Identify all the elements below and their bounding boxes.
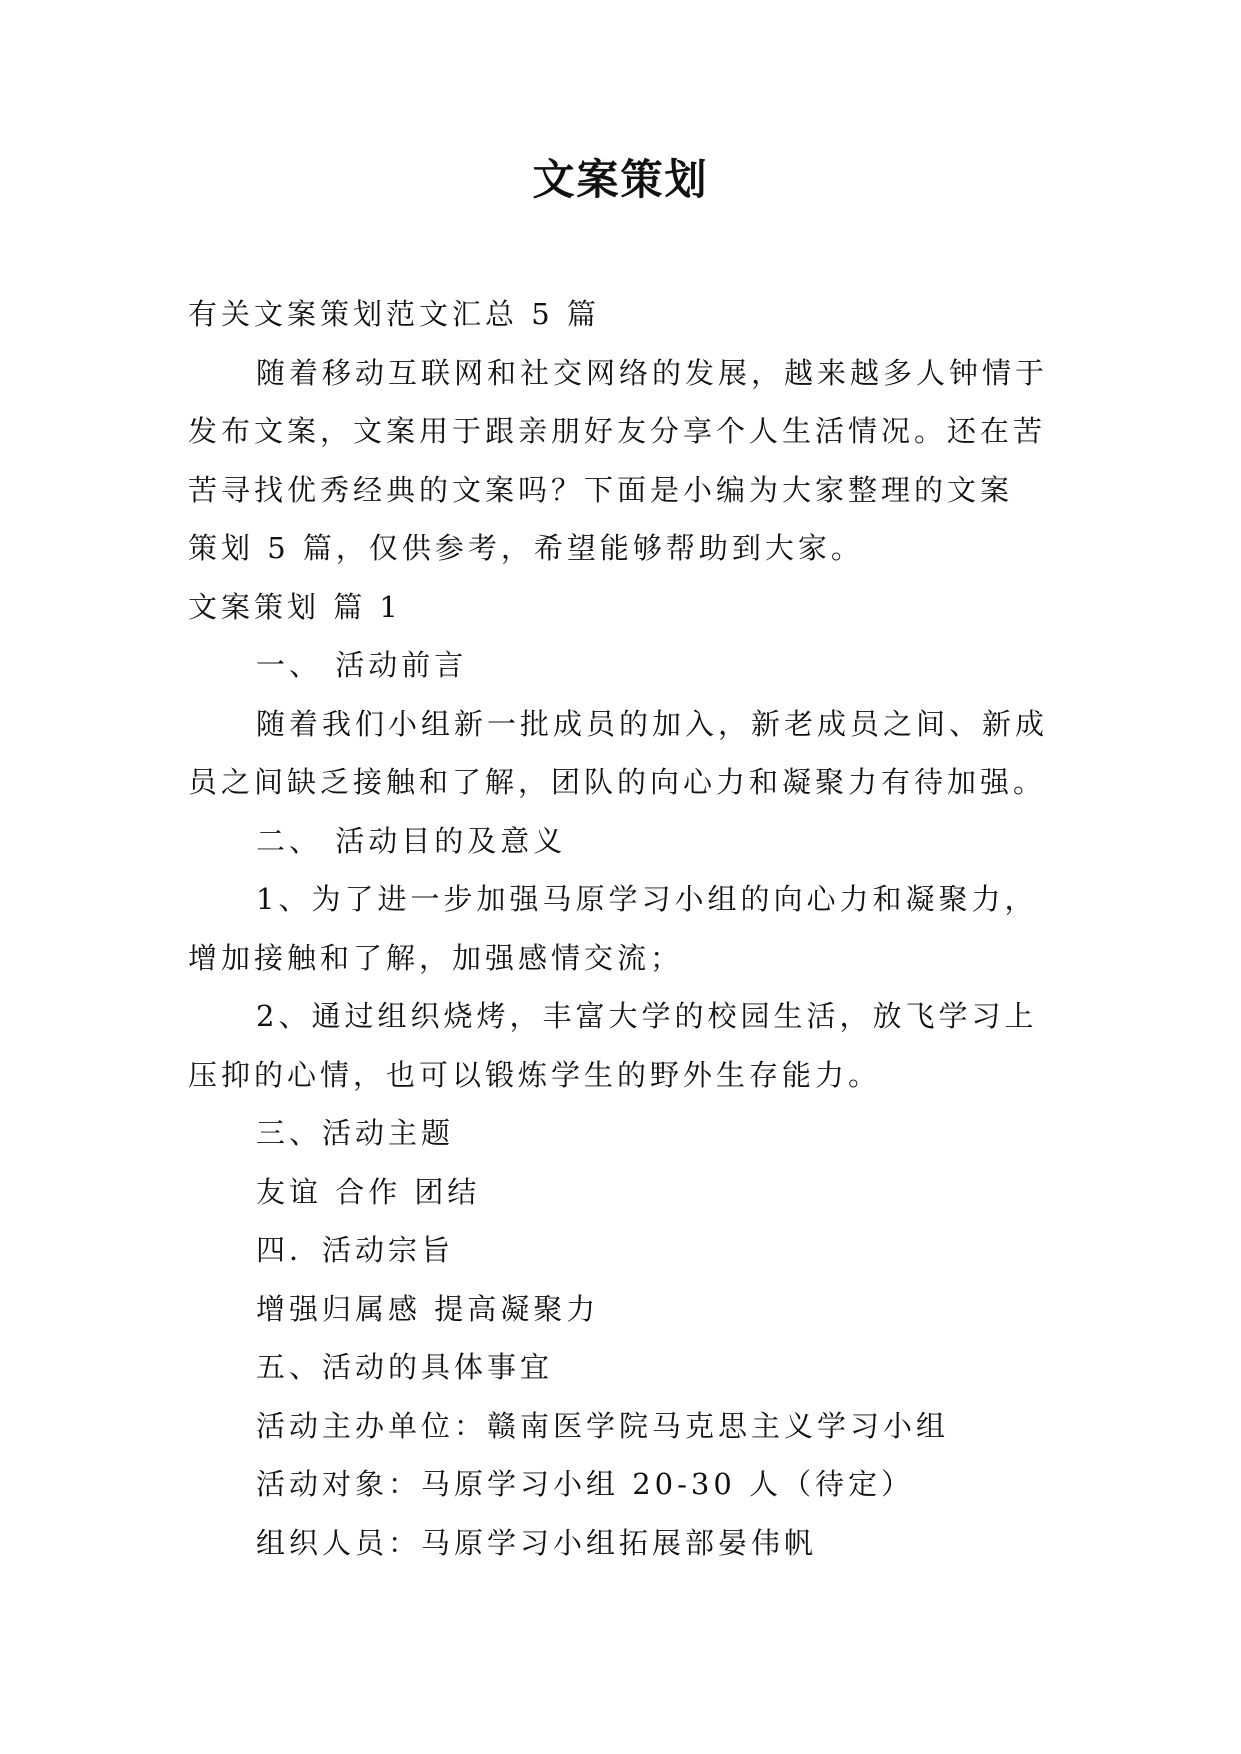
- text-line: 二、 活动目的及意义: [256, 823, 567, 858]
- text-line: 苦寻找优秀经典的文案吗？下面是小编为大家整理的文案: [188, 472, 1014, 507]
- document-title: 文案策划: [532, 155, 709, 204]
- text-line: 活动对象：马原学习小组 20-30 人（待定）: [256, 1467, 915, 1501]
- text-line: 一、 活动前言: [256, 648, 468, 682]
- text-line: 有关文案策划范文汇总 5 篇: [188, 297, 600, 331]
- text-line: 发布文案，文案用于跟亲朋好友分享个人生活情况。还在苦: [188, 414, 1047, 448]
- text-line: 增加接触和了解，加强感情交流；: [188, 940, 684, 975]
- text-line: 策划 5 篇，仅供参考，希望能够帮助到大家。: [188, 531, 864, 565]
- text-line: 三、活动主题: [256, 1116, 455, 1150]
- text-line: 四．活动宗旨: [256, 1233, 455, 1267]
- text-line: 五、活动的具体事宜: [256, 1350, 554, 1384]
- text-line: 员之间缺乏接触和了解，团队的向心力和凝聚力有待加强。: [188, 765, 1047, 799]
- text-line: 友谊 合作 团结: [256, 1174, 481, 1209]
- text-line: 组织人员：马原学习小组拓展部晏伟帆: [256, 1525, 818, 1560]
- text-line: 随着移动互联网和社交网络的发展，越来越多人钟情于: [256, 355, 1049, 390]
- text-line: 2、通过组织烧烤，丰富大学的校园生活，放飞学习上: [256, 999, 1038, 1033]
- document-body: [188, 285, 1058, 1572]
- text-line: 活动主办单位：赣南医学院马克思主义学习小组: [256, 1408, 950, 1443]
- text-line: 1、为了进一步加强马原学习小组的向心力和凝聚力，: [256, 882, 1038, 916]
- text-line: 增强归属感 提高凝聚力: [256, 1291, 600, 1326]
- text-line: 压抑的心情，也可以锻炼学生的野外生存能力。: [188, 1057, 882, 1092]
- text-line: 文案策划 篇 1: [188, 589, 402, 624]
- text-line: 随着我们小组新一批成员的加入，新老成员之间、新成: [256, 706, 1049, 741]
